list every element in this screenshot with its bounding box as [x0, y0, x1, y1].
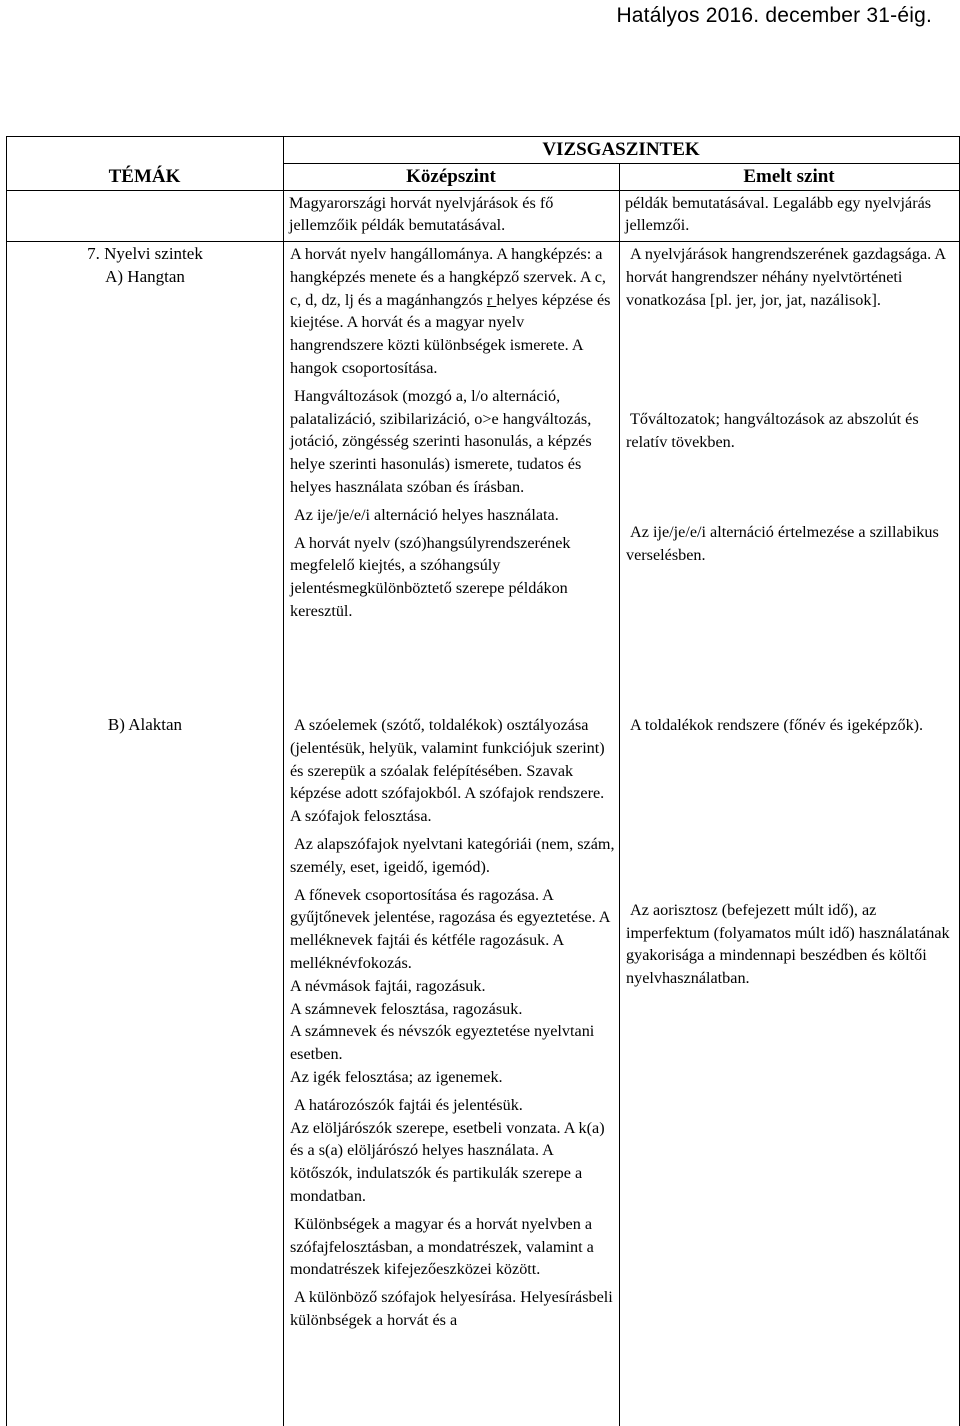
alaktan-kozep-p3: A főnevek csoportosítása és ragozása. A gyűjtőnevek jelentése, ragozása és egyeztetése. A melléknevek fajtái és kétféle ragozásuk. A melléknévfokozás. — [290, 885, 614, 972]
alaktan-kozep-p4: A névmások fajtái, ragozásuk. — [290, 976, 486, 995]
alaktan-emelt — [626, 714, 956, 990]
p1-text-a: A horvát nyelv hangállománya. A hangképzés: a hangképzés menete és a hangképző szervek. A c, c, d, dz, lj és a magánhangzós — [290, 245, 606, 309]
table-divider-1 — [283, 136, 284, 1426]
hangtan-emelt-p1: A nyelvjárások hangrendszerének gazdagsága. A horvát hangrendszer néhány nyelvtörténeti vonatkozása [pl. jer, jor, jat, nazálisok]. — [626, 245, 950, 309]
topic-a-hangtan: A) Hangtan — [105, 266, 185, 286]
table-border-top — [6, 136, 960, 137]
hangtan-kozepszint — [290, 243, 616, 628]
alaktan-kozep-p2: Az alapszófajok nyelvtani kategóriái (nem, szám, személy, eset, igeidő, igemód). — [290, 834, 619, 876]
alaktan-kozep-p11: A különböző szófajok helyesírása. Helyesírásbeli különbségek a horvát és a — [290, 1288, 617, 1329]
alaktan-emelt-p2: Az aorisztosz (befejezett múlt idő), az imperfektum (folyamatos múlt idő) használatának gyakorisága a mindennapi beszédben és költői nyelvhasználatban. — [626, 900, 954, 988]
topic-hangtan — [14, 243, 276, 288]
hangtan-kozep-p4: A horvát nyelv (szó)hangsúlyrendszerének megfelelő kiejtés, a szóhangsúly jelentésmegkülönböztető szerepe példákon keresztül. — [290, 533, 575, 620]
alaktan-emelt-p1: A toldalékok rendszere (főnév és igeképzők). — [626, 716, 924, 734]
topic-b-alaktan: B) Alaktan — [107, 715, 183, 734]
row0-kozepszint: Magyarországi horvát nyelvjárások és fő jellemzőik példák bemutatásával. — [289, 194, 554, 234]
alaktan-kozep-p8: A határozószók fajtái és jelentésük. — [290, 1095, 523, 1114]
table-divider-2 — [619, 163, 620, 1426]
alaktan-kozep-p1: A szóelemek (szótő, toldalékok) osztályozása (jelentésük, helyük, valamint funkciójuk szerint) és szerepük a szóalak felépítésében. Szavak képzése adott szófajokból. A szófajok rendszere. A szófajok felosztása. — [290, 716, 609, 826]
hangtan-kozep-p3: Az ije/je/e/i alternáció helyes használata. — [290, 505, 559, 524]
curriculum-table — [6, 136, 960, 1426]
hangtan-emelt-p2: Tőváltozatok; hangváltozások az abszolút és relatív tövekben. — [626, 410, 923, 452]
validity-text: Hatályos 2016. december 31-éig. — [616, 4, 932, 27]
header-divider-1 — [283, 163, 960, 164]
header-divider-2 — [6, 190, 960, 191]
topic-nyelvi-szintek: 7. Nyelvi szintek — [87, 244, 203, 263]
header-temak: TÉMÁK — [108, 166, 181, 187]
alaktan-kozep-p6: A számnevek és névszók egyeztetése nyelvtani esetben. — [290, 1022, 599, 1064]
hangtan-kozep-p2: Hangváltozások (mozgó a, l/o alternáció, palatalizáció, szibilarizáció, o>e hangváltozás, jotáció, zöngésség szerinti hasonulás, a képzés helye szerinti hasonulás) ismerete, tudatos és helyes használata szóban és írásban. — [290, 386, 596, 496]
alaktan-kozep-p5: A számnevek felosztása, ragozásuk. — [290, 999, 523, 1018]
p1-text-underlined: r — [486, 290, 497, 309]
alaktan-kozep-p7: Az igék felosztása; az igenemek. — [290, 1067, 503, 1086]
alaktan-kozepszint — [290, 714, 619, 1332]
header-vizsgaszintek: VIZSGASZINTEK — [542, 139, 700, 160]
hangtan-emelt — [626, 243, 956, 572]
hangtan-kozep-p1 — [290, 243, 616, 380]
table-border-left — [6, 136, 7, 1426]
alaktan-kozep-p10: Különbségek a magyar és a horvát nyelvben a szófajfelosztásban, a mondatrészek, valamint a mondatrészek kifejezőeszközei között. — [290, 1214, 598, 1279]
row0-emelt — [625, 192, 955, 236]
row-divider — [6, 241, 960, 242]
header-emelt-szint: Emelt szint — [743, 166, 835, 187]
header-kozepszint: Középszint — [406, 166, 496, 187]
validity-banner — [0, 0, 960, 30]
alaktan-kozep-p9: Az elöljárószók szerepe, esetbeli vonzata. A k(a) és a s(a) elöljárószó helyes használata. A kötőszók, indulatszók és partikulák szerepe a mondatban. — [290, 1118, 609, 1205]
p1-text-b: helyes képzése és kiejtése. A horvát és a magyar nyelv hangrendszere közti különbségek ismerete. A hangok csoportosítása. — [290, 290, 611, 377]
hangtan-emelt-p3: Az ije/je/e/i alternáció értelmezése a szillabikus verselésben. — [626, 522, 943, 564]
row0-emelt-text: példák bemutatásával. Legalább egy nyelvjárás jellemzői. — [625, 194, 932, 234]
